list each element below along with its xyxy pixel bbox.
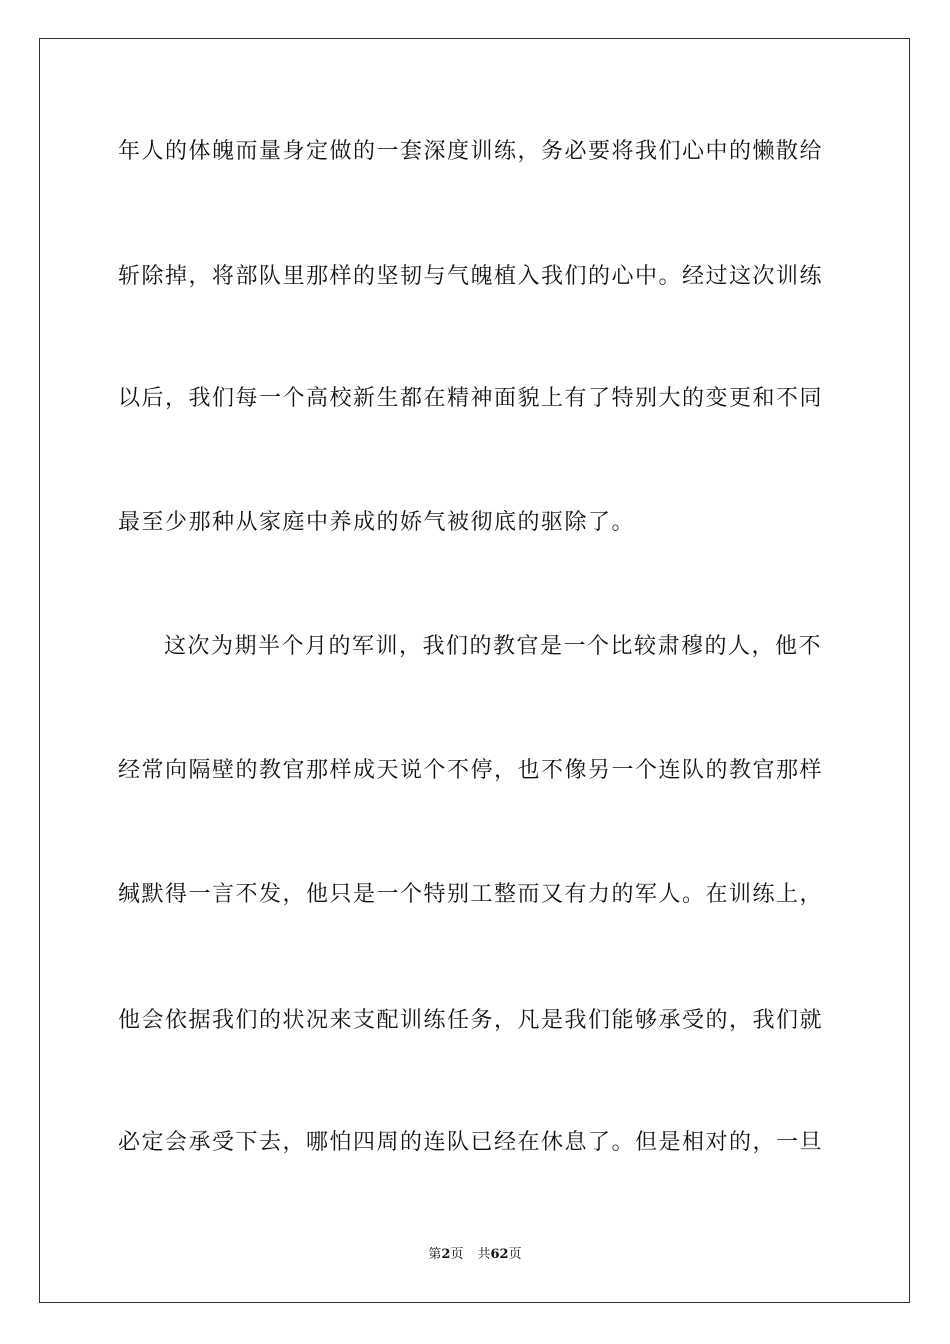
page-footer bbox=[0, 1246, 950, 1264]
total-pages: 62 bbox=[490, 1247, 509, 1262]
page-suffix: 页 bbox=[450, 1247, 464, 1262]
page-prefix: 第 bbox=[428, 1247, 442, 1262]
total-suffix: 页 bbox=[508, 1247, 522, 1262]
text-line-4: 最至少那种从家庭中养成的娇气被彻底的驱除了。 bbox=[118, 510, 636, 535]
text-line-9: 必定会承受下去，哪怕四周的连队已经在休息了。但是相对的，一旦 bbox=[118, 1130, 824, 1155]
text-line-5-paragraph-start: 这次为期半个月的军训，我们的教官是一个比较肃穆的人，他不 bbox=[164, 634, 823, 659]
page-border bbox=[39, 38, 910, 1303]
text-line-6: 经常向隔壁的教官那样成天说个不停，也不像另一个连队的教官那样 bbox=[118, 758, 824, 783]
text-line-7: 缄默得一言不发，他只是一个特别工整而又有力的军人。在训练上， bbox=[118, 882, 824, 907]
text-line-1: 年人的体魄而量身定做的一套深度训练，务必要将我们心中的懒散给 bbox=[118, 139, 824, 164]
text-line-8: 他会依据我们的状况来支配训练任务，凡是我们能够承受的，我们就 bbox=[118, 1008, 824, 1033]
total-prefix: 共 bbox=[477, 1247, 491, 1262]
text-line-3: 以后，我们每一个高校新生都在精神面貌上有了特别大的变更和不同 bbox=[118, 386, 824, 411]
page-number: 2 bbox=[441, 1247, 451, 1262]
text-line-2: 斩除掉，将部队里那样的坚韧与气魄植入我们的心中。经过这次训练 bbox=[118, 264, 824, 289]
